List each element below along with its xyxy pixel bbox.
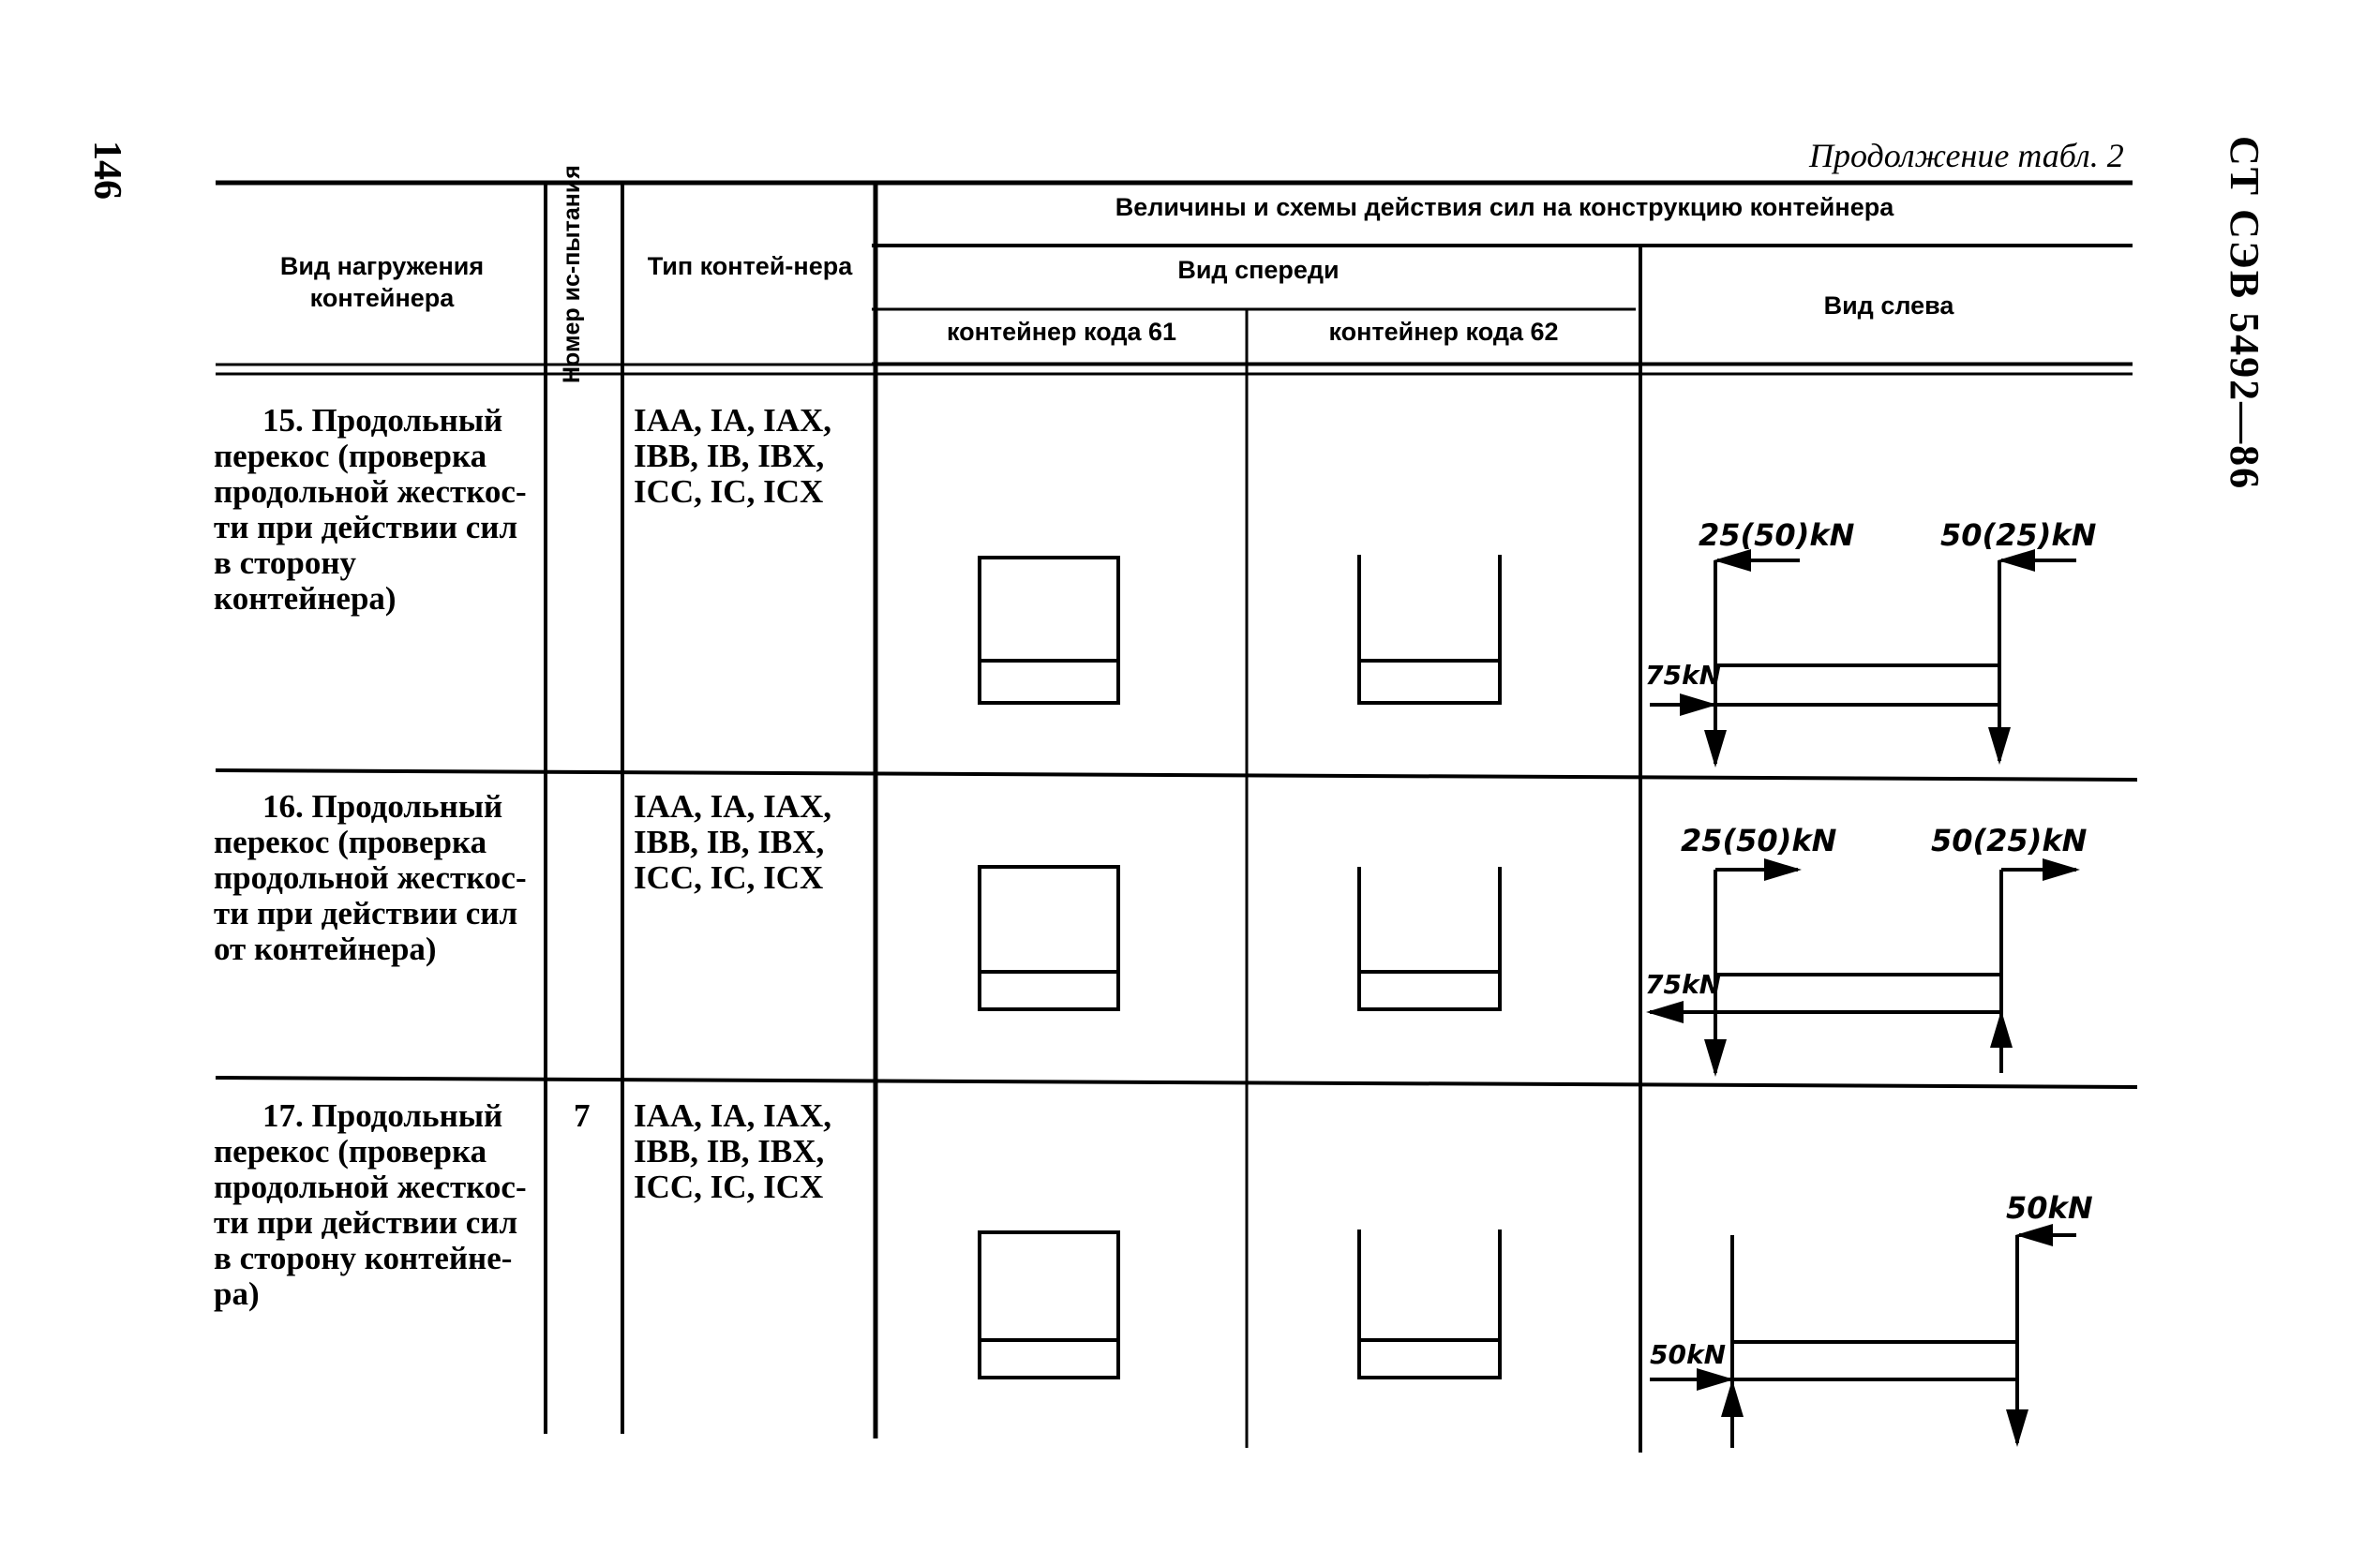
- header-code-62: контейнер кода 62: [1328, 318, 1559, 346]
- force-label: 25(50)kN: [1699, 517, 1855, 553]
- row-description: перекос (проверка продольной жесткос-ти при действии сил от контейнера): [214, 824, 527, 967]
- force-label: 25(50)kN: [1681, 823, 1837, 858]
- force-label: 50(25)kN: [1931, 823, 2088, 858]
- container-types-17: IAA, IA, IAX, IBB, IB, IBX, ICC, IC, ICX: [634, 1097, 831, 1205]
- header-code-61: контейнер кода 61: [946, 318, 1177, 346]
- force-label: 50(25)kN: [1940, 517, 2097, 553]
- container-61-front-icon: [980, 558, 1118, 703]
- force-label: 50kN: [2006, 1190, 2093, 1226]
- row-description: перекос (проверка продольной жесткос-ти при действии сил в сторону контейнера): [214, 438, 527, 617]
- row-title: 16. Продольный: [262, 788, 503, 825]
- page-number: 146: [85, 141, 128, 200]
- container-62-front-icon: [1359, 1230, 1500, 1378]
- header-left-view: Вид слева: [1823, 291, 1954, 320]
- container-62-front-icon: [1359, 555, 1500, 703]
- row-description: перекос (проверка продольной жесткос-ти при действии сил в сторону контейне-ра): [214, 1133, 527, 1312]
- container-types-16: IAA, IA, IAX, IBB, IB, IBX, ICC, IC, ICX: [634, 788, 831, 896]
- container-61-front-icon: [980, 1232, 1118, 1378]
- header-load-type: Вид нагружения контейнера: [279, 252, 485, 312]
- standard-code: СТ СЭВ 5492—86: [2222, 136, 2268, 491]
- header-front-view: Вид спереди: [1177, 256, 1340, 284]
- row-title: 17. Продольный: [262, 1097, 503, 1134]
- row-title: 15. Продольный: [262, 402, 503, 439]
- header-forces-title: Величины и схемы действия сил на конструкцию контейнера: [1115, 193, 1894, 221]
- force-label: 75kN: [1645, 660, 1722, 691]
- force-label: 50kN: [1650, 1339, 1727, 1370]
- container-61-front-icon: [980, 867, 1118, 1009]
- force-label: 75kN: [1645, 969, 1722, 1000]
- container-62-front-icon: [1359, 867, 1500, 1009]
- container-types-15: IAA, IA, IAX, IBB, IB, IBX, ICC, IC, ICX: [634, 402, 831, 510]
- header-container-type: Тип контей-нера: [647, 252, 853, 280]
- table-continuation: Продолжение табл. 2: [1809, 137, 2124, 174]
- test-number-17: 7: [574, 1097, 591, 1134]
- header-test-number: Номер ис-пытания: [559, 165, 585, 383]
